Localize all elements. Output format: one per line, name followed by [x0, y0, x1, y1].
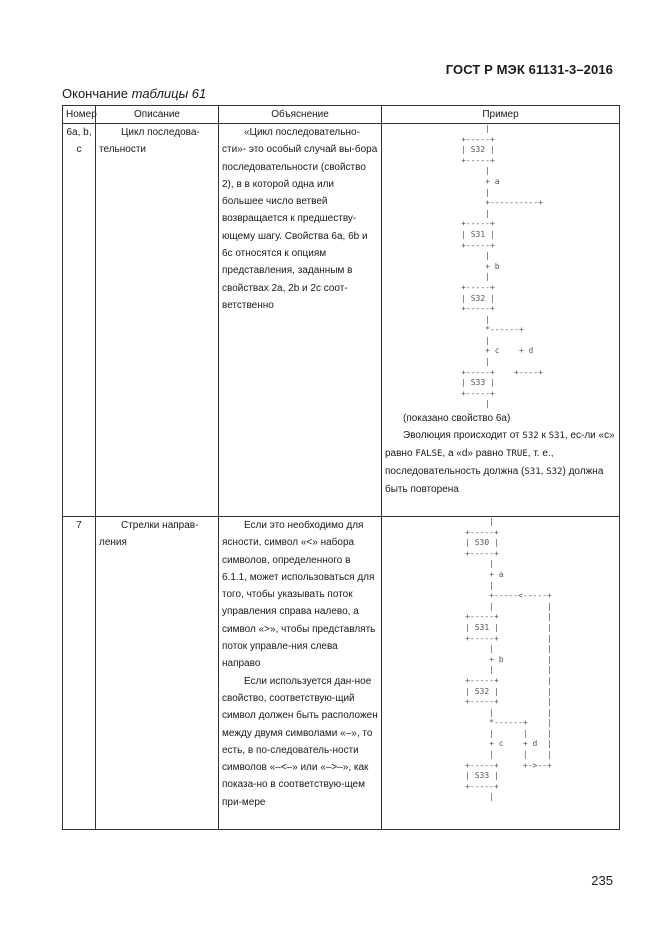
row-description: Стрелки направ-ления: [96, 517, 219, 830]
caption-table-ref: таблицы 61: [131, 86, 207, 101]
col-header-explanation: Объяснение: [219, 106, 382, 124]
col-header-number: Номер: [63, 106, 96, 124]
row-description: Цикл последова-тельности: [96, 124, 219, 517]
explanation-paragraph: Если используется дан-ное свойство, соответствую-щий символ должен быть расположен между двумя символами «–», то есть, в по-следователь-ности символов «–<–» или «–>–», как показа-но в соответствую-щем при-мере: [222, 675, 378, 808]
row-explanation: «Цикл последовательно-сти»- это особый случай вы-бора последовательности (свойство 2), в в которой одна или большее число ветвей возвращается к предшеству-ющему шагу. Свойства 6a, 6b и 6c относятся к опциям представления, заданным в свойствах 2a, 2b и 2c соот-ветственно: [219, 124, 382, 517]
properties-table: [62, 105, 620, 830]
example-note-evolution: Эволюция происходит от S32 к S31, ес-ли «c» равно FALSE, а «d» равно TRUE, т. е., последовательность должна (S31, S32) должна быть повторена: [385, 430, 615, 496]
row-example: [382, 124, 620, 517]
sfc-diagram-loop: | +-----+ | S32 | +-----+ | + a | +----------+ | +-----+ | S31 | +-----+ | + b | +-----+ | S32 | +-----+ | *------+ | + c + d | +-----+ +----+ | S33 | +-----+ |: [461, 124, 543, 409]
row-example: [382, 517, 620, 830]
table-row: [63, 124, 620, 517]
row-number: 6a, b, c: [63, 124, 96, 517]
row-explanation: [219, 517, 382, 830]
sfc-diagram-arrows: | +-----+ | S30 | +-----+ | + a | +-----<-----+ | | +-----+ | | S31 | | +-----+ | | | + b | | | +-----+ | | S32 | | +-----+ | | | *------+ | | | | + c + d | | | | +-----+ +->--+ | S33 | +-----+ |: [465, 517, 552, 802]
explanation-paragraph: Если это необходимо для ясности, символ «<» набора символов, определенного в 6.1.1, может использоваться для того, чтобы указывать поток управления справа налево, а символ «>», чтобы представлять поток управле-ния слева направо: [222, 520, 376, 670]
caption-prefix: Окончание: [62, 86, 132, 101]
table-header-row: [63, 106, 620, 124]
row-number: 7: [63, 517, 96, 830]
col-header-example: Пример: [382, 106, 620, 124]
page-number: 235: [591, 873, 613, 888]
table-row: [63, 517, 620, 830]
table-caption: [62, 86, 206, 101]
standard-header: ГОСТ Р МЭК 61131-3–2016: [445, 62, 613, 77]
example-note-property: (показано свойство 6a): [403, 413, 511, 425]
col-header-description: Описание: [96, 106, 219, 124]
